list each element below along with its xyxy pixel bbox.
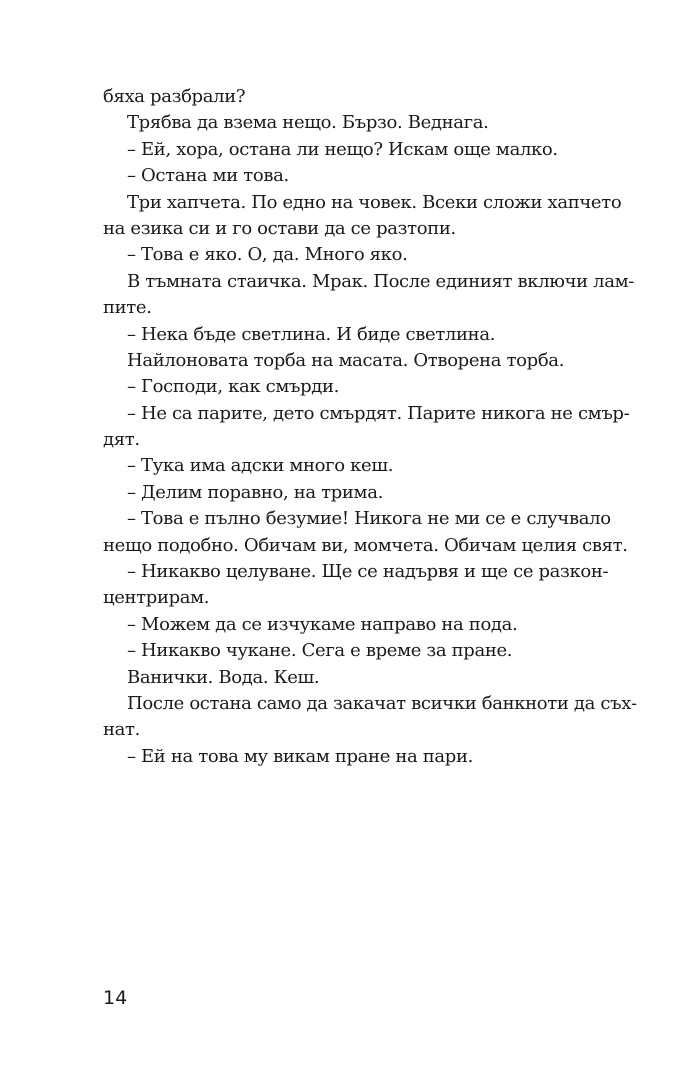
text-line: – Тука има адски много кеш. [127,455,394,477]
text-line: Найлоновата торба на масата. Отворена торба. [127,349,565,371]
text-line: нат. [103,719,141,741]
text-line: бяха разбрали? [103,86,246,107]
body-text [103,84,637,770]
text-line: дят. [103,429,140,451]
text-line: – Никакво чукане. Сега е време за пране. [127,640,513,662]
text-line: – Ей, хора, остана ли нещо? Искам още малко. [127,138,558,160]
text-line: Ванички. Вода. Кеш. [127,666,320,688]
text-line: нещо подобно. Обичам ви, момчета. Обичам целия свят. [103,534,628,556]
text-line: центрирам. [103,587,210,609]
text-line: на езика си и го остави да се разтопи. [103,217,456,239]
text-line: – Не са парите, дето смърдят. Парите никога не смър- [127,402,630,424]
text-line: – Нека бъде светлина. И биде светлина. [127,323,496,345]
text-line: – Ей на това му викам пране на пари. [127,745,474,767]
text-line: – Можем да се изчукаме направо на пода. [127,613,518,635]
text-line: – Никакво целуване. Ще се надървя и ще се разкон- [127,561,609,583]
text-line: – Делим поравно, на трима. [127,481,383,503]
text-line: – Остана ми това. [127,165,289,187]
text-line: В тъмната стаичка. Мрак. После единият включи лам- [127,270,635,292]
text-line: – Това е яко. О, да. Много яко. [127,244,408,266]
text-line: – Господи, как смърди. [127,376,340,398]
text-line: пите. [103,297,152,319]
page-number: 14 [103,987,128,1009]
text-line: Три хапчета. По едно на човек. Всеки сложи хапчето [127,191,622,213]
text-line: После остана само да закачат всички банкноти да съх- [127,692,637,714]
text-line: – Това е пълно безумие! Никога не ми се е случвало [127,508,611,530]
text-line: Трябва да взема нещо. Бързо. Веднага. [127,112,489,134]
